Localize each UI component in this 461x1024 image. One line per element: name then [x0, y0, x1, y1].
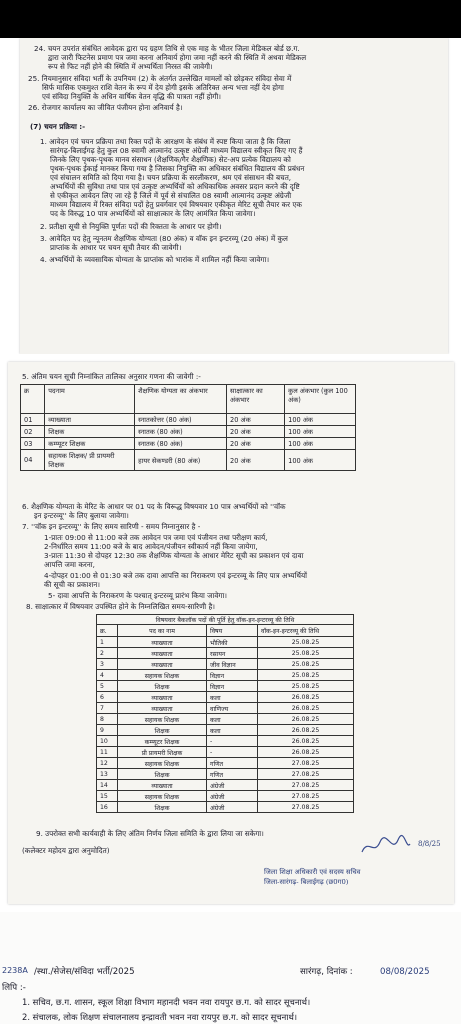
cell: 7	[97, 703, 118, 714]
cell: 25.08.25	[258, 648, 354, 659]
cell: व्याख्याता	[45, 414, 135, 426]
cell: अंग्रेजी	[207, 791, 258, 802]
process-1-d: पृथक-पृथक ईकाई मानकर किया गया है जिसका नियुक्ति का अधिकार संबंधित विद्यालय की प्रबंधन	[50, 164, 305, 173]
col-post: पद का नाम	[118, 625, 207, 637]
cell: विज्ञान	[207, 681, 258, 692]
cell: 27.08.25	[258, 791, 354, 802]
cell: 16	[97, 802, 118, 813]
col-sr: क्र	[21, 385, 45, 414]
cell: प्री प्रायमरी शिक्षक	[118, 747, 207, 758]
item-25: 25. नियमानुसार संविदा भर्ती के उपनियम (2) के अंतर्गत उल्लेखित मामलों को छोड़कर संविदा सेवा में	[28, 74, 292, 83]
page-gap	[0, 354, 461, 362]
cell: -	[207, 747, 258, 758]
signature-date: 8/8/25	[418, 840, 441, 848]
item-24-line2: द्वारा जारी फिटनेस प्रमाण पत्र जमा करना अनिवार्य होगा जमा नहीं करने की स्थिति में अथवा मेडिकल	[48, 53, 307, 62]
schedule-4: 4-दोपहर 01:00 से 01:30 बजे तक दावा आपत्ति का निराकरण एवं इन्टरव्यू के लिए पात्र अभ्यर्थियों	[44, 571, 307, 580]
cell: विज्ञान	[207, 670, 258, 681]
process-3-b: प्राप्तांक के आधार पर चयन सूची तैयार की जावेगी।	[50, 243, 182, 252]
table-row	[97, 791, 354, 802]
cell: अंग्रेजी	[207, 802, 258, 813]
cell: 04	[21, 450, 45, 471]
process-1-g: से एकीकृत आवेदन लिए जा रहे हैं जिले में पूर्व से संचालित 08 स्वामी आत्मानंद उत्कृष्ट अंग्रेजी	[50, 191, 292, 200]
table-row	[97, 659, 354, 670]
cell: 03	[21, 438, 45, 450]
cell: 14	[97, 780, 118, 791]
cell: 25.08.25	[258, 659, 354, 670]
copy-line-1: 1. सचिव, छ.ग. शासन, स्कूल शिक्षा विभाग महानदी भवन नवा रायपुर छ.ग. को सादर सूचनार्थ।	[22, 997, 311, 1007]
place-date-label: सारंगढ़, दिनांक :	[300, 967, 353, 977]
cell: 11	[97, 747, 118, 758]
schedule-5: 5- दावा आपत्ति के निराकरण के पश्चात् इन्टरव्यू प्रारंभ किया जावेगा।	[48, 591, 227, 600]
cell: 9	[97, 725, 118, 736]
cell: रसायन	[207, 648, 258, 659]
interview-header-row	[97, 625, 354, 637]
cell: सहायक शिक्षक	[118, 714, 207, 725]
cell: 26.08.25	[258, 714, 354, 725]
cell: हायर सेकण्डरी (80 अंक)	[135, 450, 227, 471]
process-2: 2. प्रतीक्षा सूची से नियुक्ति पूर्णतः पदों की रिक्तता के आधार पर होगी।	[40, 222, 222, 231]
interview-table	[96, 614, 354, 813]
cell: 02	[21, 426, 45, 438]
cell: 26.08.25	[258, 692, 354, 703]
copy-label: लिपि :-	[2, 983, 26, 993]
cell: 15	[97, 791, 118, 802]
item-24: 24. चयन उपरांत संबंधित आवेदक द्वारा पद ग्रहण तिथि से एक माह के भीतर जिला मेडिकल बोर्ड छ.ग.	[34, 44, 300, 53]
item-24-line3: रूप से फिट नहीं होने की स्थिति में अभ्यर्थिता निरस्त की जावेगी।	[48, 62, 213, 71]
cell: 01	[21, 414, 45, 426]
cell: 10	[97, 736, 118, 747]
item-7: 7. ''वॉक इन इन्टरव्यू'' के लिए समय सारिणी - समय निम्नानुसार है -	[22, 522, 201, 531]
item-6-b: इन इन्टरव्यू'' के लिए बुलाया जावेगा।	[34, 511, 129, 520]
item-8: 8. साक्षात्कार में विषयवार उपस्थित होने के निम्नलिखित समय-सारिणी है।	[26, 602, 215, 611]
cell: कम्प्यूटर शिक्षक	[45, 438, 135, 450]
viewer-top-bar	[0, 0, 461, 38]
cell: 100 अंक	[285, 426, 356, 438]
cell: 26.08.25	[258, 703, 354, 714]
table-row	[97, 802, 354, 813]
cell: 20 अंक	[227, 450, 285, 471]
table-row	[97, 714, 354, 725]
cell: 2	[97, 648, 118, 659]
schedule-3: 3-प्रातः 11:30 से दोपहर 12:30 तक शैक्षणिक योग्यता के आधार मेरिट सूची का प्रकाशन एवं दावा	[44, 551, 304, 560]
table-row	[21, 438, 356, 450]
endorsement-date: 08/08/2025	[380, 967, 430, 977]
selection-heading: 5. अंतिम चयन सूची निम्नांकित तालिका अनुसार गणना की जावेगी :-	[22, 372, 201, 381]
cell: स्नातक (80 अंक)	[135, 438, 227, 450]
cell: 27.08.25	[258, 758, 354, 769]
cell: सहायक शिक्षक	[118, 758, 207, 769]
ref-tail: /स्था./सेजेस/संविदा भर्ती/2025	[34, 967, 135, 977]
cell: शिक्षक	[118, 769, 207, 780]
cell: 27.08.25	[258, 802, 354, 813]
schedule-1: 1-प्रातः 09:00 से 11:00 बजे तक आवेदन पत्र जमा एवं पंजीयन तथा परीक्षण कार्य,	[44, 533, 268, 542]
col-interview: साक्षात्कार का अंकभार	[227, 385, 285, 414]
table-row	[97, 648, 354, 659]
selection-header-row	[21, 385, 356, 414]
process-1: 1. आवेदन एवं चयन प्रक्रिया तथा रिक्त पदों के आरक्षण के संबंध में स्पष्ट किया जाता है कि जिला	[40, 137, 291, 146]
table-row	[21, 450, 356, 471]
process-1-i: पद के विरुद्ध 10 पात्र अभ्यर्थियों को साक्षात्कार के लिए आमंत्रित किया जावेगा।	[50, 209, 256, 218]
table-row	[21, 414, 356, 426]
cell: व्याख्याता	[118, 780, 207, 791]
table-row	[21, 426, 356, 438]
schedule-4b: की सूची का प्रकाशन।	[44, 580, 100, 589]
table-row	[97, 725, 354, 736]
item-26: 26. रोजगार कार्यालय का जीवित पंजीयन होना अनिवार्य है।	[28, 103, 183, 112]
document-page-lower	[0, 912, 461, 1024]
cell: शिक्षक	[118, 681, 207, 692]
schedule-3b: आपत्ति जमा करना,	[44, 560, 95, 569]
cell: 6	[97, 692, 118, 703]
cell: शिक्षक	[118, 802, 207, 813]
table-row	[97, 692, 354, 703]
table-row	[97, 747, 354, 758]
document-page-upper	[20, 38, 448, 354]
interview-caption-row	[97, 615, 354, 625]
item-9: 9. उपरोक्त सभी कार्यवाही के लिए अंतिम निर्णय जिला समिति के द्वारा लिया जा सकेगा।	[36, 829, 264, 838]
process-1-e: एवं संचालन समिति को दिया गया है। चयन प्रक्रिया के सरलीकरण, श्रम एवं संसाधन की बचत,	[50, 173, 292, 182]
process-1-b: सारंगढ़-बिलाईगढ़ हेतु कुल 08 स्वामी आत्मानंद उत्कृष्ट अंग्रेजी माध्यम विद्यालय स्वीकृत किए गए हैं	[50, 146, 303, 155]
cell: सहायक शिक्षक/ प्री प्रायमरी शिक्षक	[45, 450, 135, 471]
cell: कम्प्यूटर शिक्षक	[118, 736, 207, 747]
cell: भौतिकी	[207, 637, 258, 648]
cell: स्नातकोत्तर (80 अंक)	[135, 414, 227, 426]
cell: 1	[97, 637, 118, 648]
process-1-f: अभ्यर्थियों की सुविधा तथा पात्र एवं उत्कृष्ट अभ्यर्थियों को अधिकाधिक अवसर प्रदान करने की दृष्टि	[50, 182, 300, 191]
officer-district: जिला-सारंगढ़- बिलाईगढ़ (छ0ग0)	[264, 878, 349, 886]
table-row	[97, 637, 354, 648]
process-4: 4. अभ्यर्थियों के व्यवसायिक योग्यता के प्राप्तांक को भारांक में शामिल नहीं किया जावेगा।	[40, 255, 270, 264]
cell: व्याख्याता	[118, 637, 207, 648]
cell: शिक्षक	[118, 725, 207, 736]
cell: 3	[97, 659, 118, 670]
cell: 100 अंक	[285, 414, 356, 426]
table-row	[97, 681, 354, 692]
schedule-2: 2-निर्धारित समय 11:00 बजे के बाद आवेदन/पंजीयन स्वीकार्य नहीं किया जायेगा,	[44, 542, 258, 551]
cell: 25.08.25	[258, 637, 354, 648]
col-date: वॉक-इन-इन्टरव्यू की तिथि	[258, 625, 354, 637]
cell: 27.08.25	[258, 769, 354, 780]
col-edu: शैक्षणिक योग्यता का अंकभार	[135, 385, 227, 414]
cell: सहायक शिक्षक	[118, 670, 207, 681]
cell: 27.08.25	[258, 780, 354, 791]
cell: 26.08.25	[258, 725, 354, 736]
cell: 26.08.25	[258, 747, 354, 758]
cell: 8	[97, 714, 118, 725]
cell: स्नातक (80 अंक)	[135, 426, 227, 438]
cell: जीव विज्ञान	[207, 659, 258, 670]
signature	[358, 832, 412, 860]
cell: सहायक शिक्षक	[118, 791, 207, 802]
table-row	[97, 670, 354, 681]
cell: कला	[207, 725, 258, 736]
selection-table	[20, 384, 356, 471]
cell: गणित	[207, 769, 258, 780]
ref-number: 2238A	[2, 966, 28, 975]
cell: 25.08.25	[258, 670, 354, 681]
cell: 20 अंक	[227, 414, 285, 426]
cell: 100 अंक	[285, 438, 356, 450]
cell: 12	[97, 758, 118, 769]
cell: कला	[207, 714, 258, 725]
cell: 20 अंक	[227, 438, 285, 450]
cell: कला	[207, 692, 258, 703]
cell: 4	[97, 670, 118, 681]
col-total: कुल अंकभार (कुल 100 अंक)	[285, 385, 356, 414]
table-row	[97, 769, 354, 780]
item-25-line2: सिर्फ मासिक एकमुश्त राशि वेतन के रूप में देय होगी इसके अतिरिक्त अन्य भत्ता नहीं देय होगा	[42, 83, 284, 92]
item-6: 6. शैक्षणिक योग्यता के मेरिट के आधार पर 01 पद के विरूद्ध विषयवार 10 पात्र अभ्यर्थियों को ''वॉक	[22, 502, 286, 511]
cell: 25.08.25	[258, 681, 354, 692]
table-row	[97, 703, 354, 714]
cell: 100 अंक	[285, 450, 356, 471]
col-sr: क्र.	[97, 625, 118, 637]
process-heading: (7) चयन प्रक्रिया :-	[30, 122, 86, 131]
officer-title: जिला शिक्षा अधिकारी एवं सदस्य सचिव	[264, 868, 361, 876]
item-25-line3: एवं संविदा नियुक्ति के अधिन वार्षिक वेतन वृद्धि की पात्रता नहीं होगी।	[42, 92, 221, 101]
document-page-middle	[8, 362, 454, 904]
table-row	[97, 780, 354, 791]
table-row	[97, 758, 354, 769]
process-1-c: जिनके लिए पृथक-पृथक मानव संसाधन (शैक्षणिक/गैर शैक्षणिक) सेट-अप प्रत्येक विद्यालय को	[50, 155, 291, 164]
copy-line-2: 2. संचालक, लोक शिक्षण संचालनालय इन्द्रावती भवन नवा रायपुर छ.ग. को सादर सूचनार्थ।	[22, 1012, 297, 1022]
cell: 5	[97, 681, 118, 692]
cell: 26.08.25	[258, 736, 354, 747]
interview-caption: विषयवार बैकलॉक पदों की पूर्ति हेतु वॉक-इन-इन्टरव्यू की तिथि	[97, 615, 354, 625]
cell: व्याख्याता	[118, 659, 207, 670]
table-row	[97, 736, 354, 747]
col-post: पदनाम	[45, 385, 135, 414]
cell: व्याख्याता	[118, 703, 207, 714]
process-3: 3. आवेदित पद हेतु न्यूनतम शैक्षणिक योग्यता (80 अंक) व वॉक इन इन्टरव्यू (20 अंक) में कुल	[40, 234, 288, 243]
cell: 13	[97, 769, 118, 780]
cell: व्याख्याता	[118, 648, 207, 659]
cell: गणित	[207, 758, 258, 769]
approved-note: (कलेक्टर महोदय द्वारा अनुमोदित)	[22, 846, 110, 855]
cell: व्याख्याता	[118, 692, 207, 703]
cell: शिक्षक	[45, 426, 135, 438]
col-subject: विषय	[207, 625, 258, 637]
cell: -	[207, 736, 258, 747]
process-1-h: माध्यम विद्यालय में रिक्त संविदा पदों हेतु प्रवर्गवार एवं विषयवार एकीकृत मेरिट सूची तैयार कर एक	[50, 200, 302, 209]
cell: 20 अंक	[227, 426, 285, 438]
cell: वाणिज्य	[207, 703, 258, 714]
cell: अंग्रेजी	[207, 780, 258, 791]
